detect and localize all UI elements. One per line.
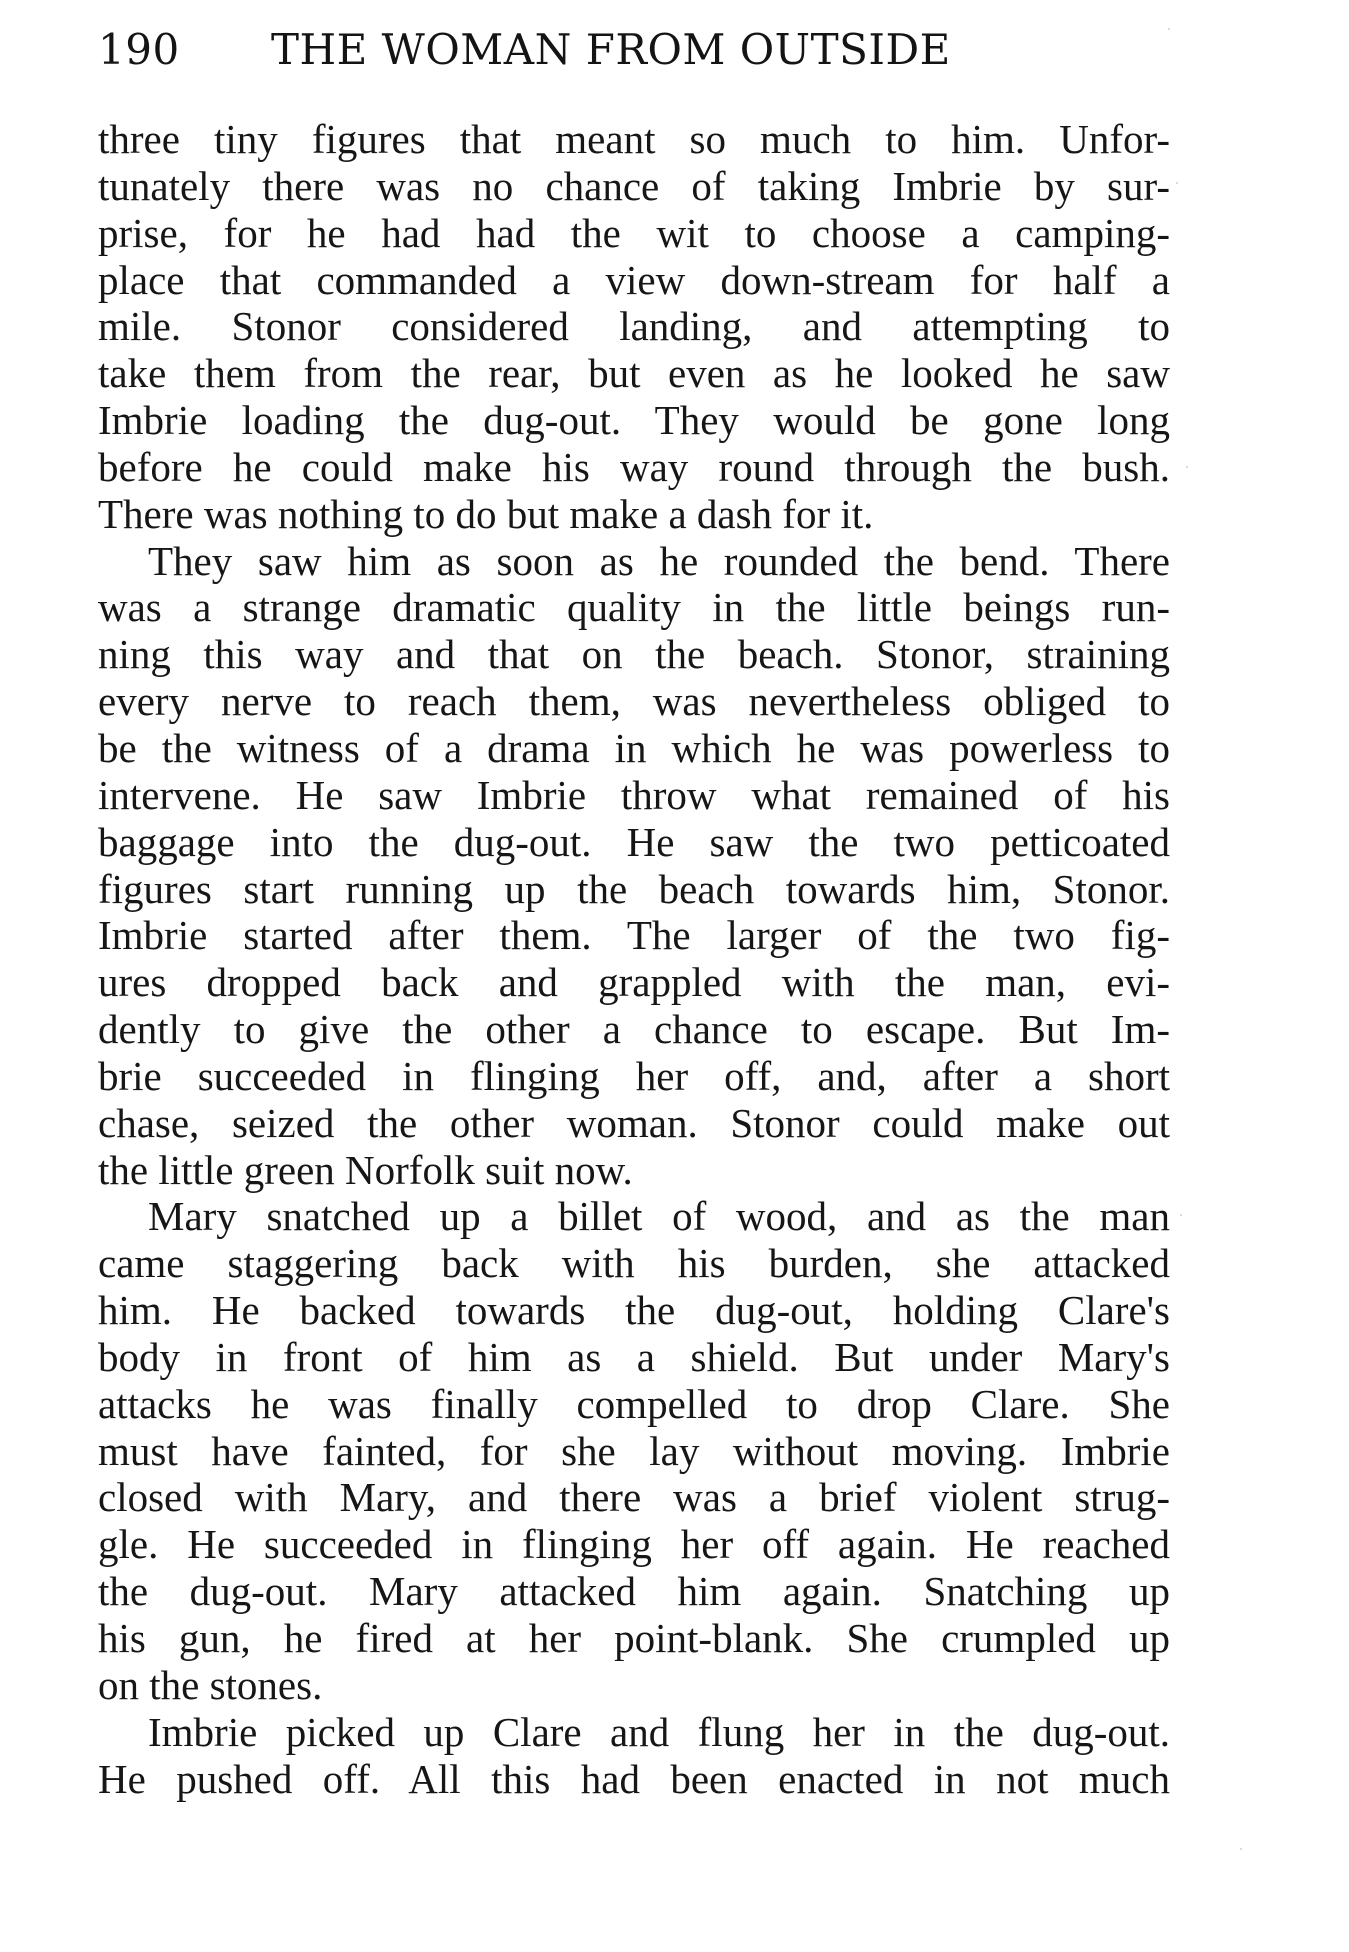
text-line: every nerve to reach them, was nevertheless obliged to bbox=[98, 678, 1170, 725]
text-line: came staggering back with his burden, she attacked bbox=[98, 1240, 1170, 1287]
scan-speck bbox=[1180, 1214, 1182, 1216]
paragraph bbox=[98, 538, 1170, 1194]
text-line: body in front of him as a shield. But under Mary's bbox=[98, 1333, 1170, 1380]
text-line: intervene. He saw Imbrie throw what remained of his bbox=[98, 771, 1170, 818]
text-line: prise, for he had had the wit to choose a camping- bbox=[98, 209, 1170, 256]
paragraph bbox=[98, 116, 1170, 538]
text-line: tunately there was no chance of taking Imbrie by sur- bbox=[98, 162, 1170, 209]
text-line: must have fainted, for she lay without moving. Imbrie bbox=[98, 1427, 1170, 1474]
text-line: was a strange dramatic quality in the little beings run- bbox=[98, 584, 1170, 631]
text-line: closed with Mary, and there was a brief violent strug- bbox=[98, 1474, 1170, 1521]
scan-speck bbox=[1240, 1848, 1242, 1850]
text-line: dently to give the other a chance to escape. But Im- bbox=[98, 1006, 1170, 1053]
text-line: the dug-out. Mary attacked him again. Snatching up bbox=[98, 1568, 1170, 1615]
running-head bbox=[98, 22, 1170, 78]
running-title: THE WOMAN FROM OUTSIDE bbox=[271, 25, 951, 74]
paragraph bbox=[98, 1709, 1170, 1803]
text-line: ures dropped back and grappled with the man, evi- bbox=[98, 959, 1170, 1006]
text-line: They saw him as soon as he rounded the bend. There bbox=[148, 537, 1170, 584]
text-line: ning this way and that on the beach. Stonor, straining bbox=[98, 631, 1170, 678]
text-line: baggage into the dug-out. He saw the two petticoated bbox=[98, 818, 1170, 865]
scan-speck bbox=[1176, 182, 1178, 184]
text-line: the little green Norfolk suit now. bbox=[98, 1146, 633, 1193]
text-line: before he could make his way round through the bush. bbox=[98, 443, 1170, 490]
text-line: Imbrie started after them. The larger of the two fig- bbox=[98, 912, 1170, 959]
body-text bbox=[98, 116, 1170, 1802]
text-line: mile. Stonor considered landing, and attempting to bbox=[98, 303, 1170, 350]
paragraph bbox=[98, 1193, 1170, 1708]
text-line: three tiny figures that meant so much to him. Unfor- bbox=[98, 116, 1170, 162]
text-line: Imbrie picked up Clare and flung her in the dug-out. bbox=[148, 1708, 1170, 1755]
text-line: attacks he was finally compelled to drop Clare. She bbox=[98, 1380, 1170, 1427]
text-line: figures start running up the beach towards him, Stonor. bbox=[98, 865, 1170, 912]
text-line: brie succeeded in flinging her off, and, after a short bbox=[98, 1052, 1170, 1099]
text-line: gle. He succeeded in flinging her off again. He reached bbox=[98, 1521, 1170, 1568]
text-line: his gun, he fired at her point-blank. She crumpled up bbox=[98, 1615, 1170, 1661]
text-line: chase, seized the other woman. Stonor could make out bbox=[98, 1099, 1170, 1146]
text-line: be the witness of a drama in which he was powerless to bbox=[98, 724, 1170, 771]
text-line: on the stones. bbox=[98, 1661, 323, 1708]
text-line: Mary snatched up a billet of wood, and as the man bbox=[148, 1193, 1170, 1240]
text-line: He pushed off. All this had been enacted in not much bbox=[98, 1755, 1170, 1802]
book-page bbox=[98, 0, 1170, 1952]
text-line: Imbrie loading the dug-out. They would be gone long bbox=[98, 397, 1170, 444]
page-number: 190 bbox=[98, 25, 180, 74]
text-line: There was nothing to do but make a dash for it. bbox=[98, 490, 874, 537]
scan-speck bbox=[1168, 28, 1170, 30]
text-line: take them from the rear, but even as he looked he saw bbox=[98, 350, 1170, 397]
scan-speck bbox=[1186, 466, 1188, 468]
text-line: place that commanded a view down-stream for half a bbox=[98, 256, 1170, 303]
text-line: him. He backed towards the dug-out, holding Clare's bbox=[98, 1287, 1170, 1334]
